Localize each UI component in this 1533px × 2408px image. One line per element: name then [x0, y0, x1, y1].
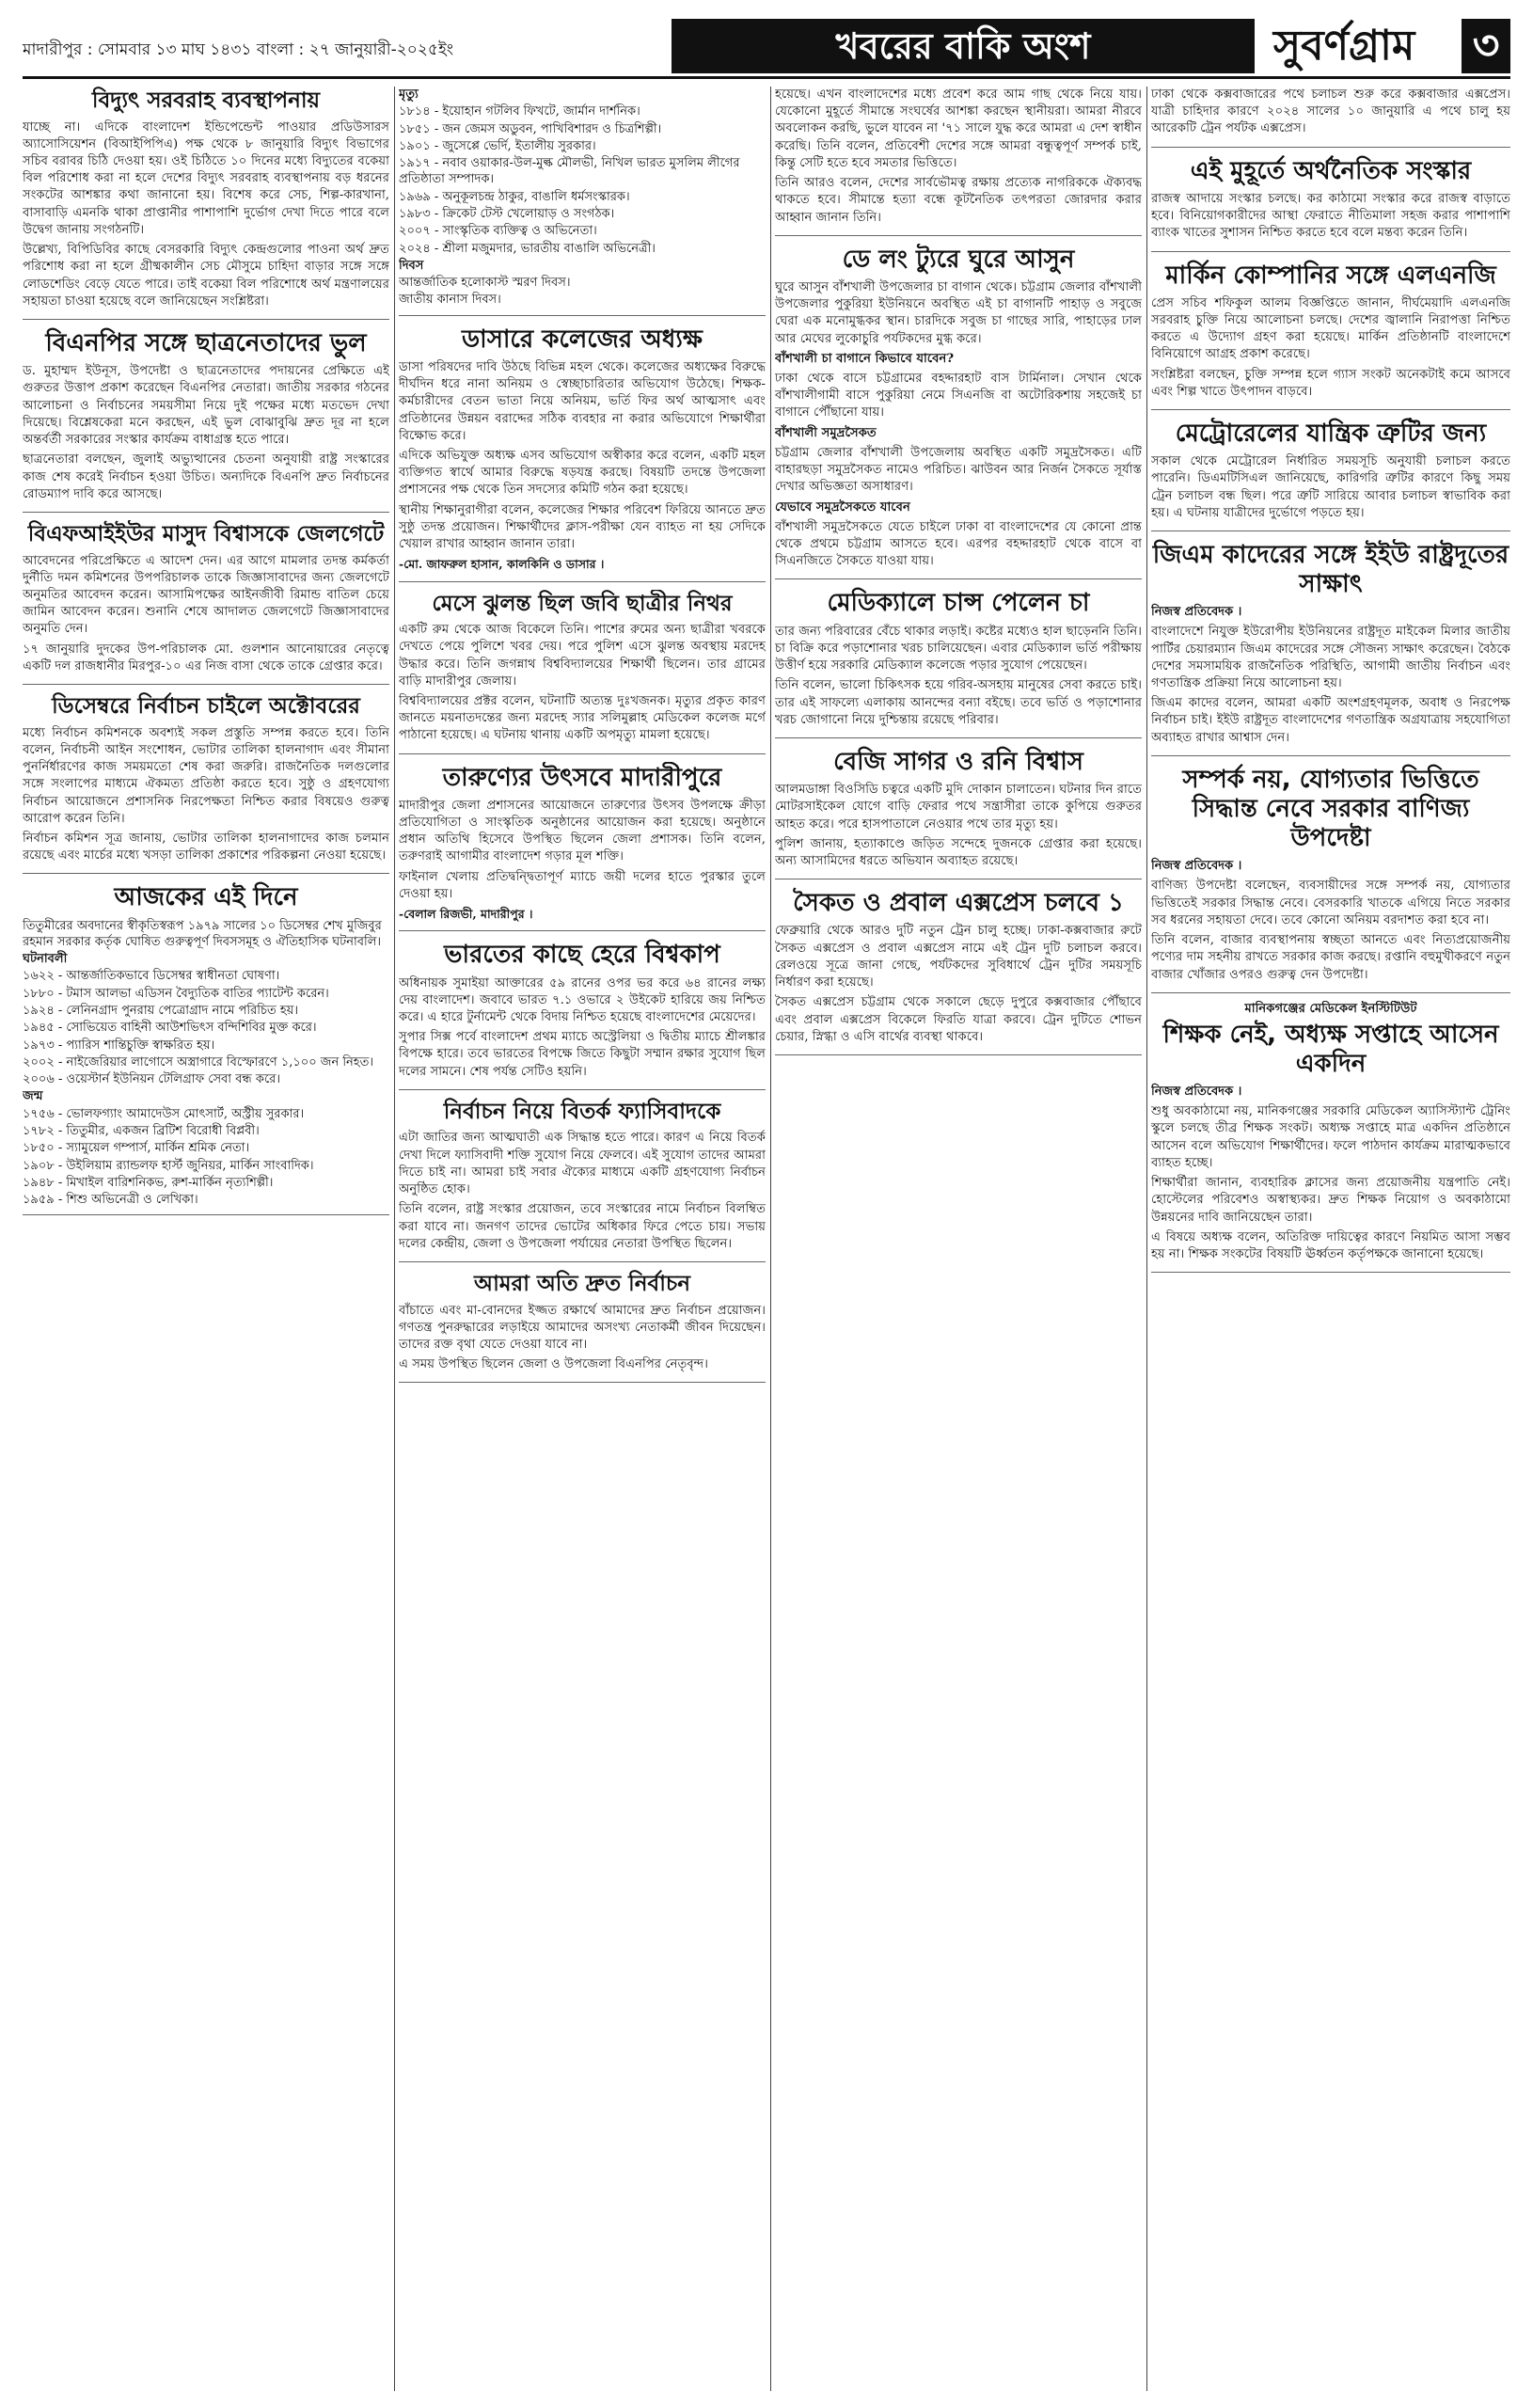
- headline: তারুণ্যের উৎসবে মাদারীপুরে: [442, 763, 722, 792]
- list-item: ১৯০১ - জুসেপ্পে ভের্দি, ইতালীয় সুরকার।: [399, 138, 596, 153]
- column-4: [1151, 87, 1510, 2391]
- headline: ডিসেম্বরে নির্বাচন চাইলে অক্টোবরের: [52, 694, 360, 720]
- list-item: ২০০৭ - সাংস্কৃতিক ব্যক্তিত্ব ও অভিনেতা।: [399, 224, 597, 239]
- body-text: স্থানীয় শিক্ষানুরাগীরা বলেন, কলেজের শিক্ষার পরিবেশ ফিরিয়ে আনতে দ্রুত সুষ্ঠু তদন্ত প্রয়োজন। শিক্ষার্থীদের ক্লাস-পরীক্ষা যেন ব্যাহত না হয় সেদিকে খেয়াল রাখার আহ্বান জানান তারা।: [399, 502, 766, 552]
- body-text: রাজস্ব আদায়ে সংস্কার চলছে। কর কাঠামো সংস্কার করে রাজস্ব বাড়াতে হবে। বিনিয়োগকারীদের আস্থা ফেরাতে নীতিমালা সহজ করার পাশাপাশি ব্যাংক খাতের সুশাসন নিশ্চিত করতে হবে বলে মন্তব্য করেন তিনি।: [1151, 191, 1510, 241]
- body-text: অধিনায়ক সুমাইয়া আক্তারের ৫৯ রানের ওপর ভর করে ৬৪ রানের লক্ষ্য দেয় বাংলাদেশ। জবাবে ভারত ৭.১ ওভারে ২ উইকেট হারিয়ে জয় নিশ্চিত করে। এ হারে টুর্নামেন্ট থেকে বিদায় নিশ্চিত হয়েছে বাংলাদেশের মেয়েদের।: [399, 975, 766, 1024]
- list-item: ১৮৮০ - টমাস আলভা এডিসন বৈদ্যুতিক বাতির প্যাটেন্ট করেন।: [23, 986, 329, 1001]
- body-text: শুধু অবকাঠামো নয়, মানিকগঞ্জের সরকারি মেডিকেল অ্যাসিস্ট্যান্ট ট্রেনিং স্কুলে চলছে তীব্র শিক্ষক সংকট। অধ্যক্ষ সপ্তাহে মাত্র একদিন প্রতিষ্ঠানে আসেন বলে অভিযোগ শিক্ষার্থীদের। ফলে পাঠদান কার্যক্রম মারাত্মকভাবে ব্যাহত হচ্ছে।: [1151, 1104, 1510, 1170]
- headline: ডাসারে কলেজের অধ্যক্ষ: [462, 325, 703, 354]
- article-train-continued: [1151, 87, 1510, 148]
- body-text: আবেদনের পরিপ্রেক্ষিতে এ আদেশ দেন। এর আগে মামলার তদন্ত কর্মকর্তা দুর্নীতি দমন কমিশনের উপপরিচালক তাকে জিজ্ঞাসাবাদের জন্য জেলগেটে অনুমতির আবেদন করেন। আসামিপক্ষের আইনজীবী রিমান্ড বাতিল চেয়ে জামিন আবেদন করেন। শুনানি শেষে আদালত জেলগেটে জিজ্ঞাসাবাদের অনুমতি দেন।: [23, 553, 389, 637]
- article-border-continued: [775, 87, 1142, 236]
- body-text: সকাল থেকে মেট্রোরেল নির্ধারিত সময়সূচি অনুযায়ী চলাচল করতে পারেনি। ডিএমটিসিএল জানিয়েছে, কারিগরি ত্রুটির কারণে কিছু সময় ট্রেন চলাচল বন্ধ ছিল। পরে ত্রুটি সারিয়ে আবার চলাচল স্বাভাবিক করা হয়। এ ঘটনায় যাত্রীদের দুর্ভোগে পড়তে হয়।: [1151, 454, 1510, 520]
- body-text: তিনি আরও বলেন, দেশের সার্বভৌমত্ব রক্ষায় প্রত্যেক নাগরিককে ঐক্যবদ্ধ থাকতে হবে। সীমান্তে হত্যা বন্ধে কূটনৈতিক তৎপরতা জোরদার করার আহ্বান জানান তিনি।: [775, 176, 1142, 225]
- article-manikganj-medical: [1151, 1001, 1510, 1274]
- body-text: ঢাকা থেকে বাসে চট্টগ্রামের বহদ্দারহাট বাস টার্মিনাল। সেখান থেকে বাঁশখালীগামী বাসে পুকুরিয়া নেমে সিএনজি বা অটোরিকশায় সহজেই চা বাগানে পৌঁছানো যায়।: [775, 372, 1142, 420]
- body-text: হয়েছে। এখন বাংলাদেশের মধ্যে প্রবেশ করে আম গাছ থেকে নিয়ে যায়। যেকোনো মুহূর্তে সীমান্তে সংঘর্ষের আশঙ্কা করছেন স্থানীয়রা। আমরা নীরবে অবলোকন করছি, ভুলে যাবেন না '৭১ সালে যুদ্ধ করে আমরা এ দেশ স্বাধীন করেছি। তিনি বলেন, প্রতিবেশী দেশের সঙ্গে আমরা বন্ধুত্বপূর্ণ সম্পর্ক চাই, কিন্তু সেটি হতে হবে সমতার ভিত্তিতে।: [775, 87, 1142, 170]
- body-text: মাদারীপুর জেলা প্রশাসনের আয়োজনে তারুণ্যের উৎসব উপলক্ষে ক্রীড়া প্রতিযোগিতা ও সাংস্কৃতিক অনুষ্ঠানের আয়োজন করা হয়েছে। অনুষ্ঠানে প্রধান অতিথি হিসেবে উপস্থিত ছিলেন জেলা প্রশাসক। তিনি বলেন, তরুণরাই আগামীর বাংলাদেশ গড়ার মূল শক্তি।: [399, 798, 766, 864]
- body-text: বাংলাদেশে নিযুক্ত ইউরোপীয় ইউনিয়নের রাষ্ট্রদূত মাইকেল মিলার জাতীয় পার্টির চেয়ারম্যান জিএম কাদেরের সঙ্গে সৌজন্য সাক্ষাৎ করেছেন। বৈঠকে দেশের সমসাময়িক রাজনৈতিক পরিস্থিতি, আগামী জাতীয় নির্বাচন এবং গণতান্ত্রিক প্রক্রিয়া নিয়ে আলোচনা হয়।: [1151, 625, 1510, 691]
- column-1: [23, 87, 389, 2391]
- article-economic-reform: [1151, 155, 1510, 252]
- subheading: জন্ম: [23, 1089, 43, 1104]
- list-item: ১৯২৪ - লেনিনগ্রাদ পুনরায় পেত্রোগ্রাদ নামে পরিচিত হয়।: [23, 1004, 299, 1018]
- dateline: মাদারীপুর : সোমবার ১৩ মাঘ ১৪৩১ বাংলা : ২৭ জানুয়ারী-২০২৫ইং: [23, 40, 454, 59]
- list-item: ১৮৫১ - জন জেমস অডুবন, পাখিবিশারদ ও চিত্রশিল্পী।: [399, 121, 662, 136]
- headline: সম্পর্ক নয়, যোগ্যতার ভিত্তিতে সিদ্ধান্ত নেবে সরকার বাণিজ্য উপদেষ্টা: [1182, 765, 1479, 853]
- subheading: দিবস: [399, 258, 424, 273]
- list-item: ২০২৪ - শ্রীলা মজুমদার, ভারতীয় বাঙালি অভিনেত্রী।: [399, 241, 656, 256]
- body-text: বাঁচাতে এবং মা-বোনদের ইজ্জত রক্ষার্থে আমাদের দ্রুত নির্বাচন প্রয়োজন। গণতন্ত্র পুনরুদ্ধারের লড়াইয়ে আমাদের অসংখ্য নেতাকর্মী জীবন দিয়েছেন। তাদের রক্ত বৃথা যেতে দেওয়া যাবে না।: [399, 1303, 766, 1353]
- body-text: সুপার সিক্স পর্বে বাংলাদেশ প্রথম ম্যাচে অস্ট্রেলিয়া ও দ্বিতীয় ম্যাচে শ্রীলঙ্কার বিপক্ষে হারে। তবে ভারতের বিপক্ষে জিতে কিছুটা সম্মান রক্ষার সুযোগ ছিল দলের সামনে। শেষ পর্যন্ত সেটিও হয়নি।: [399, 1030, 766, 1079]
- body-text: এ সময় উপস্থিত ছিলেন জেলা ও উপজেলা বিএনপির নেতৃবৃন্দ।: [399, 1357, 708, 1372]
- headline: বিএনপির সঙ্গে ছাত্রনেতাদের ভুল: [45, 329, 367, 357]
- article-gm-quader-eu: [1151, 539, 1510, 756]
- subheading: মৃত্যু: [399, 87, 419, 102]
- headline: সৈকত ও প্রবাল এক্সপ্রেস চলবে ১: [793, 889, 1124, 918]
- subheading: ঘটনাবলী: [23, 952, 68, 967]
- body-text: ছাত্রনেতারা বলছেন, জুলাই অভ্যুত্থানের চেতনা অনুযায়ী রাষ্ট্র সংস্কারের কাজ শেষ করেই নির্বাচন হওয়া উচিত। অন্যদিকে বিএনপি দ্রুত নির্বাচনের রোডম্যাপ দাবি করে আসছে।: [23, 452, 389, 501]
- headline: শিক্ষক নেই, অধ্যক্ষ সপ্তাহে আসেন একদিন: [1162, 1020, 1499, 1079]
- column-3: [775, 87, 1142, 2391]
- list-item: ১৬২২ - আন্তর্জাতিকভাবে ডিসেম্বর স্বাধীনতা ঘোষণা।: [23, 969, 280, 984]
- body-text: ১৭ জানুয়ারি দুদকের উপ-পরিচালক মো. গুলশান আনোয়ারের নেতৃত্বে একটি দল রাজধানীর মিরপুর-১০ এর নিজ বাসা থেকে তাকে গ্রেপ্তার করে।: [23, 642, 389, 673]
- headline: মেট্রোরেলের যান্ত্রিক ত্রুটির জন্য: [1175, 420, 1487, 448]
- list-item: আন্তর্জাতিক হলোকাস্ট স্মরণ দিবস।: [399, 276, 571, 291]
- body-text: একটি রুম থেকে আজ বিকেলে তিনি। পাশের রুমের অন্য ছাত্রীরা খবরকে দেখতে পেয়ে পুলিশে খবর দেয়। পরে পুলিশ এসে ঝুলন্ত অবস্থায় মরদেহ উদ্ধার করে। তিনি জগন্নাথ বিশ্ববিদ্যালয়ের শিক্ষার্থী ছিলেন। তার গ্রামের বাড়ি মাদারীপুর জেলায়।: [399, 623, 766, 689]
- body-text: পুলিশ জানায়, হত্যাকাণ্ডে জড়িত সন্দেহে দুজনকে গ্রেপ্তার করা হয়েছে। অন্য আসামিদের ধরতে অভিযান অব্যাহত রয়েছে।: [775, 836, 1142, 868]
- headline: ভারতের কাছে হেরে বিশ্বকাপ: [444, 941, 720, 970]
- article-lng: [1151, 260, 1510, 411]
- section-banner: খবরের বাকি অংশ: [672, 19, 1255, 73]
- column-divider: [770, 87, 771, 2391]
- body-text: তিনি বলেন, বাজার ব্যবস্থাপনায় স্বচ্ছতা আনতে এবং নিত্যপ্রয়োজনীয় পণ্যের দাম সহনীয় রাখতে সরকার কাজ করছে। রপ্তানি বহুমুখীকরণে নতুন বাজার খোঁজার ওপরও গুরুত্ব দেন উপদেষ্টা।: [1151, 933, 1510, 982]
- article-bnp-students: [23, 327, 389, 513]
- body-text: মধ্যে নির্বাচন কমিশনকে অবশ্যই সকল প্রস্তুতি সম্পন্ন করতে হবে। তিনি বলেন, নির্বাচনী আইন সংশোধন, ভোটার তালিকা হালনাগাদ এবং সীমানা পুনর্নির্ধারণের কাজ সময়মতো শেষ করা জরুরি। রাজনৈতিক দলগুলোর সঙ্গে সংলাপের মাধ্যমে ঐকমত্য প্রতিষ্ঠা করতে হবে। সুষ্ঠু ও গ্রহণযোগ্য নির্বাচন আয়োজনে প্রশাসনিক নিরপেক্ষতা নিশ্চিত করার বিষয়েও গুরুত্ব আরোপ করেন তিনি।: [23, 725, 389, 826]
- body-text: ডাসা পরিষদের দাবি উঠছে বিভিন্ন মহল থেকে। কলেজের অধ্যক্ষের বিরুদ্ধে দীর্ঘদিন ধরে নানা অনিয়ম ও স্বেচ্ছাচারিতার অভিযোগ উঠেছে। শিক্ষক-কর্মচারীদের বেতন ভাতা নিয়ে অনিয়ম, ভর্তি ফির অর্থ আত্মসাৎ এবং প্রতিষ্ঠানের উন্নয়ন বরাদ্দের সঠিক ব্যবহার না করার অভিযোগে শিক্ষার্থীরা বিক্ষোভ করে।: [399, 359, 766, 443]
- headline: মেডিক্যালে চান্স পেলেন চা: [827, 589, 1090, 618]
- body-text: ঢাকা থেকে কক্সবাজারের পথে চলাচল শুরু করে কক্সবাজার এক্সপ্রেস। যাত্রী চাহিদার কারণে ২০২৪ সালের ১০ জানুয়ারি এ পথে চালু হয় আরেকটি ট্রেন পর্যটক এক্সপ্রেস।: [1151, 87, 1510, 136]
- body-text: এটা জাতির জন্য আত্মঘাতী এক সিদ্ধান্ত হতে পারে। কারণ এ নিয়ে বিতর্ক দেখা দিলে ফ্যাসিবাদী শক্তি সুযোগ নিয়ে ফেলবে। এই সুযোগ তাদের আমরা দিতে চাই না। আমরা চাই সবার ঐক্যের মাধ্যমে একটি গ্রহণযোগ্য নির্বাচন অনুষ্ঠিত হোক।: [399, 1131, 766, 1197]
- subheading: যেভাবে সমুদ্রসৈকতে যাবেন: [775, 499, 910, 515]
- body-text: নির্বাচন কমিশন সূত্র জানায়, ভোটার তালিকা হালনাগাদের কাজ চলমান রয়েছে এবং মার্চের মধ্যে খসড়া তালিকা প্রকাশের পরিকল্পনা নেওয়া হয়েছে।: [23, 831, 389, 863]
- headline: মেসে ঝুলন্ত ছিল জবি ছাত্রীর নিথর: [432, 591, 733, 616]
- article-power-supply: [23, 87, 389, 320]
- page-number: ৩: [1462, 19, 1510, 73]
- article-this-day-continued: [399, 87, 766, 316]
- list-item: ১৯৫৯ - শিশু অভিনেত্রী ও লেখিকা।: [23, 1193, 198, 1208]
- body-text: এ বিষয়ে অধ্যক্ষ বলেন, অতিরিক্ত দায়িত্বের কারণে নিয়মিত আসা সম্ভব হয় না। শিক্ষক সংকটের বিষয়টি ঊর্ধ্বতন কর্তৃপক্ষকে জানানো হয়েছে।: [1151, 1229, 1510, 1261]
- subheading: বাঁশখালী সমুদ্রসৈকত: [775, 425, 877, 440]
- article-quick-election: [399, 1270, 766, 1383]
- headline: মার্কিন কোম্পানির সঙ্গে এলএনজি: [1165, 261, 1496, 290]
- headline: বিদ্যুৎ সরবরাহ ব্যবস্থাপনায়: [91, 88, 321, 113]
- list-item: ১৯৬৯ - অনুকূলচন্দ্র ঠাকুর, বাঙালি ধর্মসংস্কারক।: [399, 189, 630, 204]
- body-text: বাঁশখালী সমুদ্রসৈকতে যেতে চাইলে ঢাকা বা বাংলাদেশের যে কোনো প্রান্ত থেকে প্রথমে চট্টগ্রাম আসতে হবে। এরপর বহদ্দারহাট থেকে বাসে বা সিএনজিতে সৈকতে যাওয়া যায়।: [775, 519, 1142, 569]
- list-item: ১৯৮৩ - ক্রিকেট টেস্ট খেলোয়াড় ও সংগঠক।: [399, 206, 615, 221]
- article-jnu-student: [399, 590, 766, 754]
- article-saikat-probal: [775, 887, 1142, 1055]
- list-item: ১৯০৮ - উইলিয়াম র‍্যান্ডলফ হার্স্ট জুনিয়র, মার্কিন সাংবাদিক।: [23, 1158, 314, 1173]
- list-item: জাতীয় কানাস দিবস।: [399, 293, 501, 308]
- body-text: শিক্ষার্থীরা জানান, ব্যবহারিক ক্লাসের জন্য প্রয়োজনীয় যন্ত্রপাতি নেই। হোস্টেলের পরিবেশও অস্বাস্থ্যকর। দ্রুত শিক্ষক নিয়োগ ও অবকাঠামো উন্নয়নের দাবি জানিয়েছেন তারা।: [1151, 1176, 1510, 1225]
- article-youth-festival: [399, 762, 766, 932]
- body-text: এদিকে অভিযুক্ত অধ্যক্ষ এসব অভিযোগ অস্বীকার করে বলেন, একটি মহল ব্যক্তিগত স্বার্থে আমার বিরুদ্ধে ষড়যন্ত্র করছে। বিষয়টি তদন্তে উপজেলা প্রশাসনের পক্ষ থেকে তিন সদস্যের কমিটি গঠন করা হয়েছে।: [399, 448, 766, 498]
- byline: নিজস্ব প্রতিবেদক ।: [1151, 1085, 1242, 1100]
- list-item: ১৯৪৮ - মিখাইল বারিশনিকভ, রুশ-মার্কিন নৃত্যশিল্পী।: [23, 1175, 274, 1190]
- body-text: সৈকত এক্সপ্রেস চট্টগ্রাম থেকে সকালে ছেড়ে দুপুরে কক্সবাজার পৌঁছাবে এবং প্রবাল এক্সপ্রেস বিকেলে ফিরতি যাত্রা করবে। ট্রেন দুটিতে শোভন চেয়ার, স্নিগ্ধা ও এসি বার্থের ব্যবস্থা থাকবে।: [775, 995, 1142, 1044]
- article-this-day: [23, 881, 389, 1215]
- column-divider: [1146, 87, 1147, 2391]
- body-text: ফাইনাল খেলায় প্রতিদ্বন্দ্বিতাপূর্ণ ম্যাচে জয়ী দলের হাতে পুরস্কার তুলে দেওয়া হয়।: [399, 869, 766, 901]
- article-bfiu: [23, 520, 389, 685]
- body-text: যাচ্ছে না। এদিকে বাংলাদেশ ইন্ডিপেন্ডেন্ট পাওয়ার প্রডিউসারস অ্যাসোসিয়েশন (বিআইপিপিএ) পক্ষ থেকে ৮ জানুয়ারি বিদ্যুৎ বিভাগের সচিব বরাবর চিঠি দেওয়া হয়। ওই চিঠিতে ১০ দিনের মধ্যে বিদ্যুতের বকেয়া বিল পরিশোধ করা না হলে দেশের বিদ্যুৎ সরবরাহ ব্যবস্থাপনায় বড় ধরনের সংকটের আশঙ্কার কথা জানানো হয়। বিশেষ করে সেচ, শিল্প-কারখানা, বাসাবাড়ি এমনকি থাকা প্রাপ্তানীর পাশাপাশি দুর্ভোগ দেখা দিতে পারে বলে উদ্বেগ জানায় সংগঠনটি।: [23, 119, 389, 237]
- reporter-credit: -মো. জাফরুল হাসান, কালকিনি ও ডাসার ।: [399, 557, 605, 572]
- body-text: ড. মুহাম্মদ ইউনূস, উপদেষ্টা ও ছাত্রনেতাদের পদায়নের প্রেক্ষিতে এই গুরুতর উত্তাপ প্রকাশ করেছেন বিএনপির নেতারা। জাতীয় সরকার গঠনের আলোচনা ও নির্বাচনের সময়সীমা নিয়ে দুই পক্ষের মধ্যে মতভেদ দেখা দিয়েছে। বিশ্লেষকেরা মনে করছেন, এই ভুল বোঝাবুঝি দ্রুত দূর না হলে অন্তর্বর্তী সরকারের সংস্কার কার্যক্রম বাধাগ্রস্ত হতে পারে।: [23, 364, 389, 448]
- masthead: [23, 19, 1510, 79]
- body-text: উল্লেখ্য, বিপিডিবির কাছে বেসরকারি বিদ্যুৎ কেন্দ্রগুলোর পাওনা অর্থ দ্রুত পরিশোধ করা না হলে গ্রীষ্মকালীন সেচ মৌসুমে চাহিদা বাড়ার সঙ্গে সঙ্গে লোডশেডিং বেড়ে যেতে পারে। তাই বকেয়া বিল পরিশোধে অর্থ মন্ত্রণালয়ের সহায়তা চাওয়া হয়েছে বলে জানিয়েছেন সংশ্লিষ্টরা।: [23, 243, 389, 309]
- body-text: সংশ্লিষ্টরা বলছেন, চুক্তি সম্পন্ন হলে গ্যাস সংকট অনেকটাই কমে আসবে এবং শিল্প খাতে উৎপাদন বাড়বে।: [1151, 367, 1510, 399]
- reporter-credit: -বেলাল রিজভী, মাদারীপুর ।: [399, 907, 533, 922]
- body-text: ফেব্রুয়ারি থেকে আরও দুটি নতুন ট্রেন চালু হচ্ছে। ঢাকা-কক্সবাজার রুটে সৈকত এক্সপ্রেস ও প্রবাল এক্সপ্রেস নামে এই ট্রেন দুটি চলাচল করবে। রেলওয়ে সূত্রে জানা গেছে, পর্যটকদের সুবিধার্থে ট্রেন দুটির সময়সূচি নির্ধারণ করা হয়েছে।: [775, 924, 1142, 990]
- list-item: ১৮৫০ - স্যামুয়েল গম্পার্স, মার্কিন শ্রমিক নেতা।: [23, 1141, 250, 1156]
- article-world-cup: [399, 939, 766, 1090]
- body-text: প্রেস সচিব শফিকুল আলম বিজ্ঞপ্তিতে জানান, দীর্ঘমেয়াদি এলএনজি সরবরাহ চুক্তি নিয়ে আলোচনা চলছে। দেশের জ্বালানি নিরাপত্তা নিশ্চিত করতে এ উদ্যোগ গ্রহণ করা হয়েছে। মার্কিন প্রতিষ্ঠানটি বাংলাদেশে বিনিয়োগে আগ্রহ প্রকাশ করেছে।: [1151, 295, 1510, 362]
- column-2: [399, 87, 766, 2391]
- body-text: তিনি বলেন, রাষ্ট্র সংস্কার প্রয়োজন, তবে সংস্কারের নামে নির্বাচন বিলম্বিত করা যাবে না। জনগণ তাদের ভোটের অধিকার ফিরে পেতে চায়। সভায় দলের কেন্দ্রীয়, জেলা ও উপজেলা পর্যায়ের নেতারা উপস্থিত ছিলেন।: [399, 1202, 766, 1251]
- list-item: ১৯৭৩ - প্যারিস শান্তিচুক্তি স্বাক্ষরিত হয়।: [23, 1038, 215, 1053]
- column-divider: [394, 87, 395, 2391]
- article-dasar-college: [399, 324, 766, 582]
- body-text: বিশ্ববিদ্যালয়ের প্রক্টর বলেন, ঘটনাটি অত্যন্ত দুঃখজনক। মৃত্যুর প্রকৃত কারণ জানতে ময়নাতদন্তের জন্য মরদেহ স্যার সলিমুল্লাহ মেডিকেল কলেজ মর্গে পাঠানো হয়েছে। এ ঘটনায় থানায় একটি অপমৃত্যু মামলা হয়েছে।: [399, 693, 766, 743]
- article-beji-sagor: [775, 746, 1142, 879]
- article-metrorail: [1151, 418, 1510, 531]
- list-item: ১৭৮২ - তিতুমীর, একজন ব্রিটিশ বিরোধী বিপ্লবী।: [23, 1123, 260, 1138]
- body-text: আলমডাঙ্গা বিওসিডি চত্বরে একটি মুদি দোকান চালাতেন। ঘটনার দিন রাতে মোটরসাইকেল যোগে বাড়ি ফেরার পথে সন্ত্রাসীরা তাকে কুপিয়ে গুরুতর আহত করে। পরে হাসপাতালে নেওয়ার পথে তার মৃত্যু হয়।: [775, 783, 1142, 832]
- body-text: তিতুমীরের অবদানের স্বীকৃতিস্বরূপ ১৯৭৯ সালের ১০ ডিসেম্বর শেখ মুজিবুর রহমান সরকার কর্তৃক ঘোষিত গুরুত্বপূর্ণ দিবসসমূহ ও ঐতিহাসিক ঘটনাবলি।: [23, 918, 382, 949]
- headline: বেজি সাগর ও রনি বিশ্বাস: [833, 747, 1083, 776]
- article-day-long-tour: [775, 244, 1142, 580]
- list-item: ২০০৬ - ওয়েস্টার্ন ইউনিয়ন টেলিগ্রাফ সেবা বন্ধ করে।: [23, 1072, 280, 1087]
- article-election: [23, 692, 389, 874]
- headline: আজকের এই দিনে: [114, 883, 298, 912]
- kicker: মানিকগঞ্জের মেডিকেল ইনস্টিটিউট: [1244, 1001, 1417, 1016]
- list-item: ১৯৪৫ - সোভিয়েত বাহিনী আউশভিৎস বন্দিশিবির মুক্ত করে।: [23, 1021, 317, 1036]
- headline: এই মুহূর্তে অর্থনৈতিক সংস্কার: [1190, 156, 1472, 185]
- article-election-debate: [399, 1098, 766, 1262]
- body-text: বাণিজ্য উপদেষ্টা বলেছেন, ব্যবসায়ীদের সঙ্গে সম্পর্ক নয়, যোগ্যতার ভিত্তিতেই সরকার সিদ্ধান্ত নেবে। বেসরকারি খাতকে এগিয়ে নিতে সরকার সব ধরনের সহায়তা দেবে। তবে কোনো অনিয়ম বরদাশত করা হবে না।: [1151, 879, 1510, 927]
- headline: নির্বাচন নিয়ে বিতর্ক ফ্যাসিবাদকে: [443, 1099, 721, 1124]
- subheading: বাঁশখালী চা বাগানে কিভাবে যাবেন?: [775, 351, 955, 366]
- headline: বিএফআইইউর মাসুদ বিশ্বাসকে জেলগেটে: [27, 521, 385, 547]
- body-text: জিএম কাদের বলেন, আমরা একটি অংশগ্রহণমূলক, অবাধ ও নিরপেক্ষ নির্বাচন চাই। ইইউ রাষ্ট্রদূত বাংলাদেশের গণতান্ত্রিক অগ্রযাত্রায় সহযোগিতা অব্যাহত রাখার আশ্বাস দেন।: [1151, 696, 1510, 745]
- byline: নিজস্ব প্রতিবেদক ।: [1151, 859, 1242, 874]
- list-item: ১৯১৭ - নবাব ওয়াকার-উল-মুল্ক মৌলভী, নিখিল ভারত মুসলিম লীগের প্রতিষ্ঠাতা সম্পাদক।: [399, 156, 740, 187]
- headline: আমরা অতি দ্রুত নির্বাচন: [473, 1272, 691, 1296]
- newspaper-name: সুবর্ণগ্রাম: [1273, 22, 1415, 70]
- body-text: ঘুরে আসুন বাঁশখালী উপজেলার চা বাগান থেকে। চট্টগ্রাম জেলার বাঁশখালী উপজেলার পুকুরিয়া ইউনিয়নে অবস্থিত এই চা বাগানটি পাহাড় ও সবুজে ঘেরা এক মনোমুগ্ধকর স্থান। চারদিকে সবুজ চা গাছের সারি, পাহাড়ের ঢাল আর মেঘের লুকোচুরি পর্যটকদের মুগ্ধ করে।: [775, 279, 1142, 346]
- headline: ডে লং ট্যুরে ঘুরে আসুন: [842, 245, 1075, 274]
- body-text: তার জন্য পরিবারের বেঁচে থাকার লড়াই। কষ্টের মধ্যেও হাল ছাড়েননি তিনি। চা বিক্রি করে পড়াশোনার খরচ চালিয়েছেন। এবার মেডিক্যাল ভর্তি পরীক্ষায় উত্তীর্ণ হয়ে সরকারি মেডিক্যাল কলেজে পড়ার সুযোগ পেয়েছেন।: [775, 624, 1142, 673]
- body-text: তিনি বলেন, ভালো চিকিৎসক হয়ে গরিব-অসহায় মানুষের সেবা করতে চাই। তার এই সাফল্যে এলাকায় আনন্দের বন্যা বইছে। তবে ভর্তি ও পড়াশোনার খরচ জোগানো নিয়ে দুশ্চিন্তায় রয়েছে পরিবার।: [775, 678, 1142, 727]
- headline: জিএম কাদেরের সঙ্গে ইইউ রাষ্ট্রদূতের সাক্ষাৎ: [1152, 541, 1509, 599]
- byline: নিজস্ব প্রতিবেদক ।: [1151, 605, 1242, 620]
- list-item: ১৮১৪ - ইয়োহান গটলিব ফিখটে, জার্মান দার্শনিক।: [399, 104, 640, 119]
- article-commerce-adviser: [1151, 764, 1510, 993]
- body-text: চট্টগ্রাম জেলার বাঁশখালী উপজেলায় অবস্থিত একটি সমুদ্রসৈকত। এটি বাহারছড়া সমুদ্রসৈকত নামেও পরিচিত। ঝাউবন আর নির্জন সৈকতে সূর্যাস্ত দেখার অভিজ্ঞতা অসাধারণ।: [775, 445, 1142, 495]
- list-item: ২০০২ - নাইজেরিয়ার লাগোসে অস্ত্রাগারে বিস্ফোরণে ১,১০০ জন নিহত।: [23, 1054, 374, 1069]
- article-medical-chance: [775, 587, 1142, 738]
- list-item: ১৭৫৬ - ভোলফগ্যাং আমাদেউস মোৎসার্ট, অস্ট্রীয় সুরকার।: [23, 1106, 305, 1121]
